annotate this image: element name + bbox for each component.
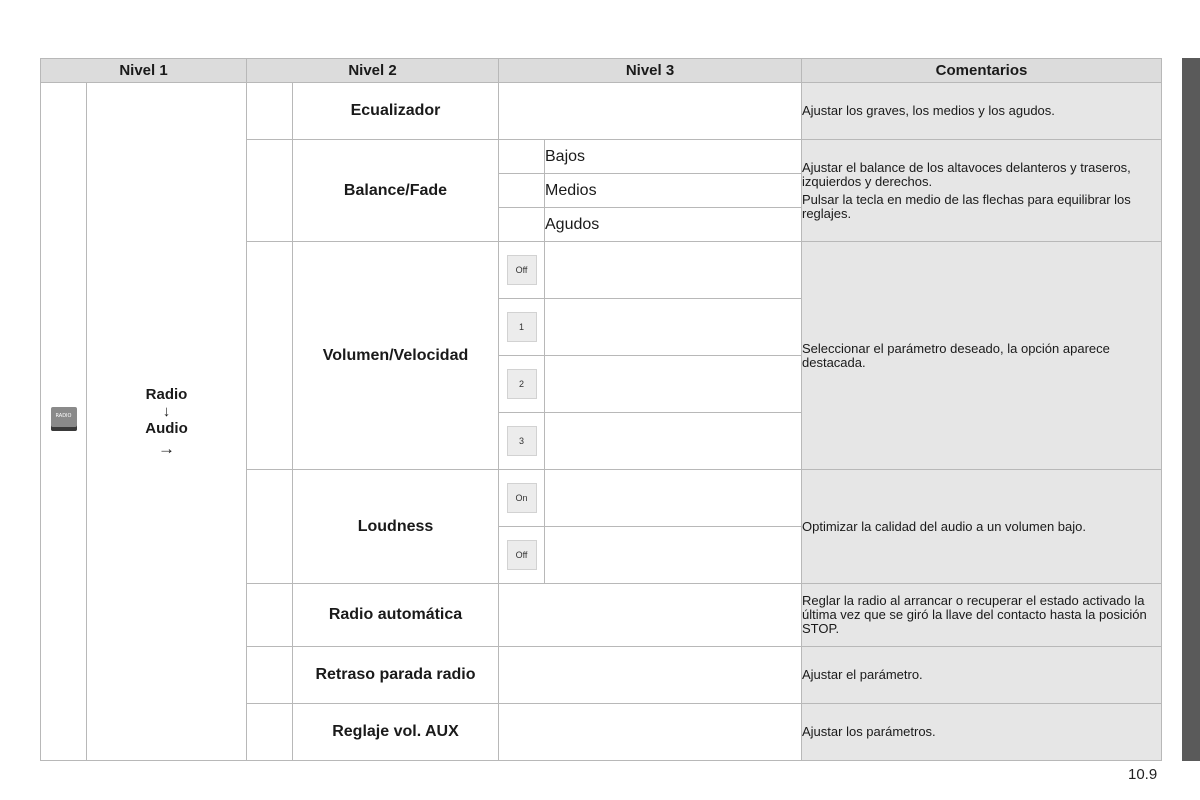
level2-icon-cell: [247, 647, 293, 704]
level2-icon-cell: [247, 140, 293, 242]
level3-empty: [545, 299, 802, 356]
level3-empty: [499, 704, 802, 761]
row-ecualizador: [41, 83, 1162, 140]
level1-menu-path: [87, 83, 247, 761]
option-cell: [499, 299, 545, 356]
comment-retraso: Ajustar el parámetro.: [802, 647, 1162, 704]
level2-retraso: Retraso parada radio: [293, 647, 499, 704]
option-off-icon: Off: [507, 255, 537, 285]
option-medios: Medios: [545, 174, 802, 208]
arrow-right-icon: →: [158, 438, 175, 458]
option-cell: [499, 242, 545, 299]
level3-empty: [545, 527, 802, 584]
level2-volumen: Volumen/Velocidad: [293, 242, 499, 470]
comment-loudness: Optimizar la calidad del audio a un volumen bajo.: [802, 470, 1162, 584]
level3-empty: [545, 242, 802, 299]
radio-button-icon: [51, 407, 77, 431]
option-cell: [499, 527, 545, 584]
radio-button-label: RADIO: [55, 413, 72, 419]
header-nivel-1: Nivel 1: [41, 59, 247, 83]
level2-icon-cell: [247, 242, 293, 470]
level3-empty: [499, 83, 802, 140]
option-3-icon: 3: [507, 426, 537, 456]
page-number: 10.9: [1128, 766, 1158, 783]
option-1-icon: 1: [507, 312, 537, 342]
option-on-icon: On: [507, 483, 537, 513]
option-cell: [499, 413, 545, 470]
level2-icon-cell: [247, 704, 293, 761]
comment-aux: Ajustar los parámetros.: [802, 704, 1162, 761]
comment-volumen: Seleccionar el parámetro deseado, la opción aparece destacada.: [802, 242, 1162, 470]
level3-icon-cell: [499, 140, 545, 174]
level2-icon-cell: [247, 83, 293, 140]
comment-radio-automatica: Reglar la radio al arrancar o recuperar el estado activado la última vez que se giró la llave del contacto hasta la posición STOP.: [802, 584, 1162, 647]
level2-balance: Balance/Fade: [293, 140, 499, 242]
option-agudos: Agudos: [545, 208, 802, 242]
option-cell: [499, 356, 545, 413]
option-bajos: Bajos: [545, 140, 802, 174]
header-comentarios: Comentarios: [802, 59, 1162, 83]
comment-balance-line-2: Pulsar la tecla en medio de las flechas para equilibrar los reglajes.: [802, 191, 1131, 221]
level2-loudness: Loudness: [293, 470, 499, 584]
menu-table: [40, 58, 1162, 761]
level3-icon-cell: [499, 174, 545, 208]
chapter-side-tab: [1182, 58, 1200, 761]
option-2-icon: 2: [507, 369, 537, 399]
header-nivel-3: Nivel 3: [499, 59, 802, 83]
comment-balance: [802, 140, 1162, 242]
level3-empty: [545, 470, 802, 527]
level2-aux: Reglaje vol. AUX: [293, 704, 499, 761]
level3-icon-cell: [499, 208, 545, 242]
option-off-icon: Off: [507, 540, 537, 570]
comment-balance-line-1: Ajustar el balance de los altavoces delanteros y traseros, izquierdos y derechos.: [802, 159, 1131, 189]
level3-empty: [499, 647, 802, 704]
level2-radio-automatica: Radio automática: [293, 584, 499, 647]
level1-radio-label: Radio: [145, 385, 188, 403]
header-row: [41, 59, 1162, 83]
comment-ecualizador: Ajustar los graves, los medios y los agudos.: [802, 83, 1162, 140]
arrow-down-icon: ↓: [162, 402, 171, 420]
level3-empty: [499, 584, 802, 647]
level1-audio-label: Audio: [145, 419, 188, 437]
header-nivel-2: Nivel 2: [247, 59, 499, 83]
level3-empty: [545, 413, 802, 470]
option-cell: [499, 470, 545, 527]
level1-icon-cell: [41, 83, 87, 761]
level3-empty: [545, 356, 802, 413]
level2-icon-cell: [247, 584, 293, 647]
level2-icon-cell: [247, 470, 293, 584]
level2-ecualizador: Ecualizador: [293, 83, 499, 140]
